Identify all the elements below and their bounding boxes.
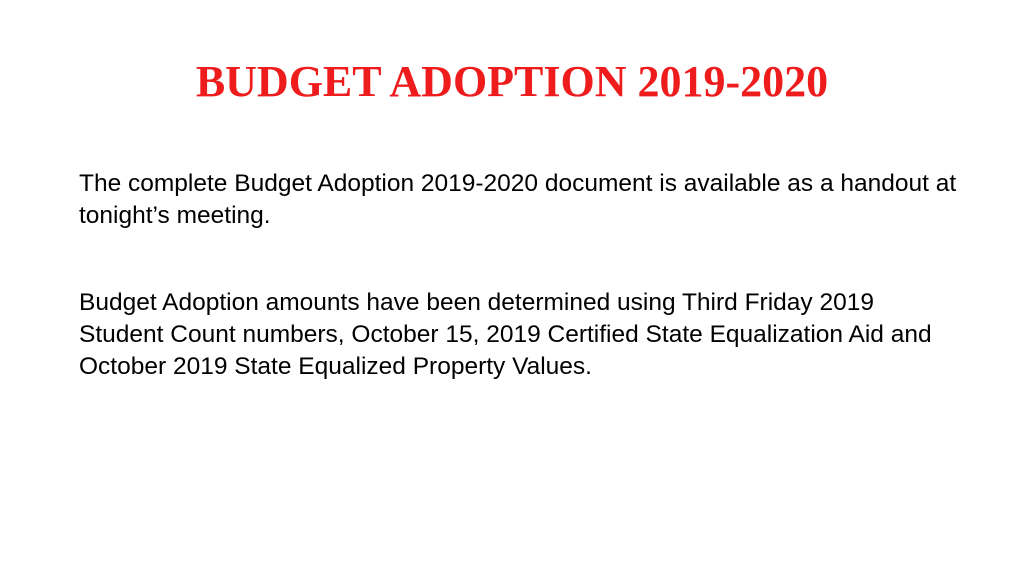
- slide-body: [79, 168, 959, 438]
- slide-title: BUDGET ADOPTION 2019-2020: [195, 57, 829, 106]
- body-paragraph-determination: Budget Adoption amounts have been determined using Third Friday 2019 Student Count numbers, October 15, 2019 Certified State Equalization Aid and October 2019 State Equalized Property Values.: [79, 289, 932, 380]
- body-paragraph-handout: The complete Budget Adoption 2019-2020 document is available as a handout at tonight’s meeting.: [79, 170, 957, 229]
